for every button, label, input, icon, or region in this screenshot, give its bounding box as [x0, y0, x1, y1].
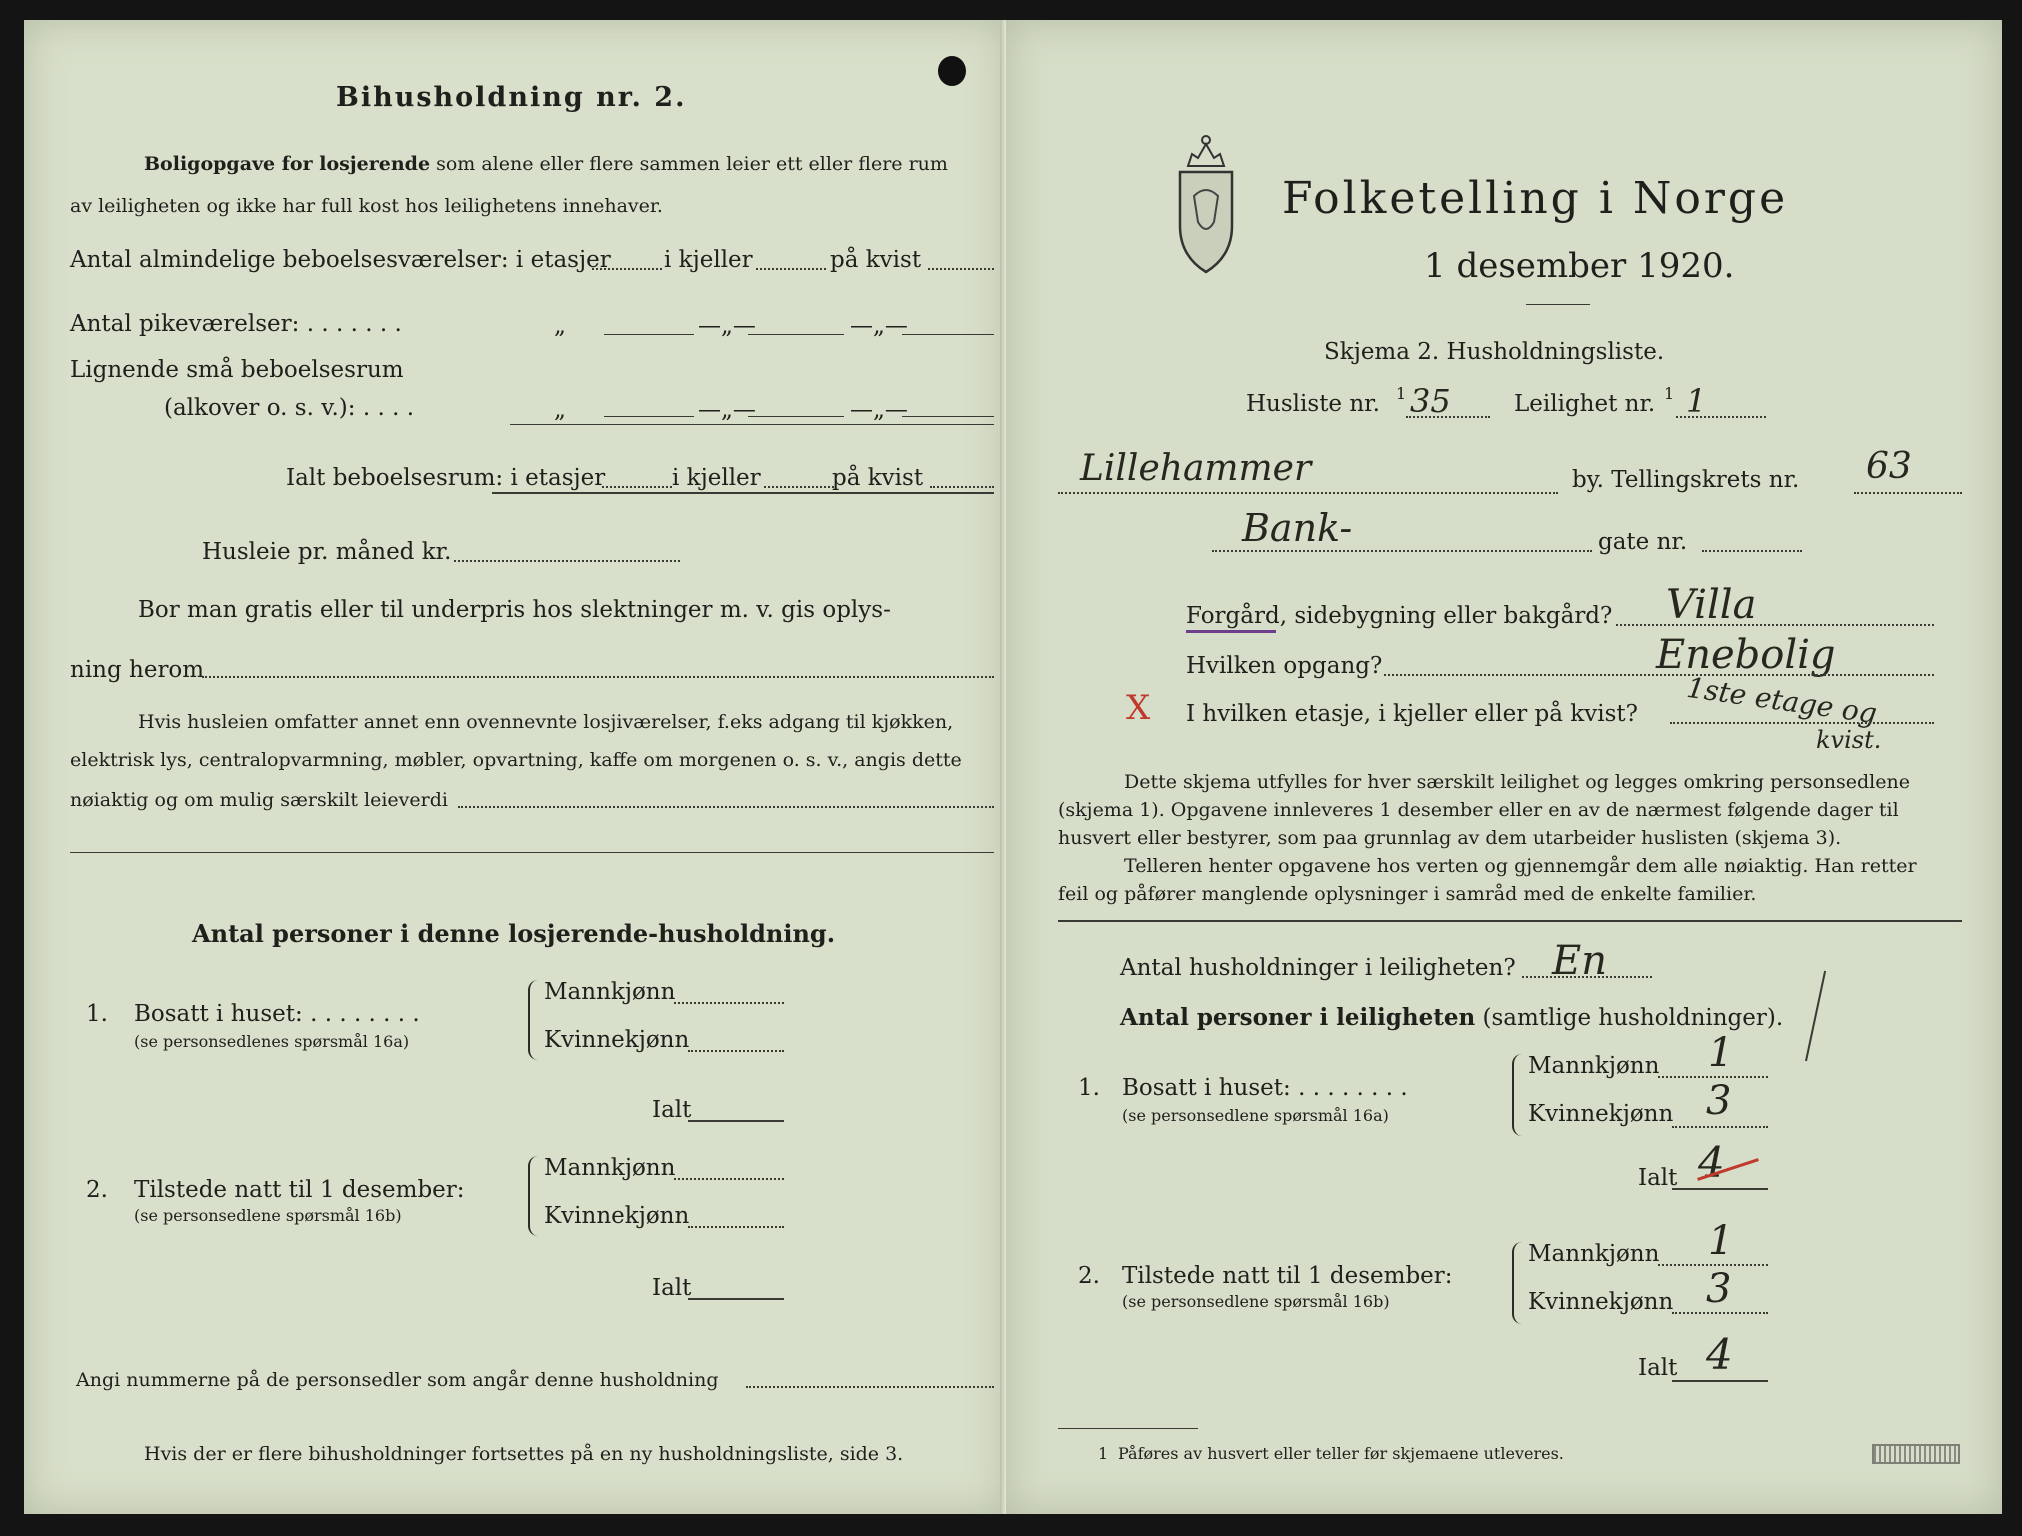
- footnote-mark: 1: [1098, 1444, 1109, 1463]
- pike-kjeller-field[interactable]: [748, 334, 844, 335]
- rooms-kjeller-field[interactable]: [756, 268, 826, 270]
- gate-number-field[interactable]: [1702, 550, 1802, 552]
- pike-label: Antal pikeværelser: . . . . . . .: [70, 311, 402, 337]
- instruction-line-3: husvert eller bestyrer, som paa grunnlag av dem utarbeider huslisten (skjema 3).: [1058, 827, 1842, 849]
- pencil-check-mark: [1805, 971, 1826, 1061]
- q1-female-label: Kvinnekjønn: [544, 1027, 690, 1053]
- r-q1-total-field: [1672, 1188, 1768, 1190]
- total-kvist-label: på kvist: [832, 465, 924, 491]
- census-date: 1 desember 1920.: [1424, 246, 1735, 286]
- q2-sub: (se personsedlene spørsmål 16b): [134, 1206, 402, 1225]
- q2-total-field[interactable]: [688, 1298, 784, 1300]
- r-q2-label: Tilstede natt til 1 desember:: [1122, 1263, 1453, 1289]
- rent-note-field[interactable]: [458, 806, 994, 808]
- q2-total-label: Ialt: [652, 1275, 692, 1301]
- free-label-1: Bor man gratis eller til underpris hos slektninger m. v. gis oplys-: [138, 597, 891, 623]
- title-rule: [1526, 304, 1590, 305]
- leilighet-label: Leilighet nr.: [1514, 391, 1656, 417]
- rooms-kvist-field[interactable]: [928, 268, 994, 270]
- small-ditto-2: —„—: [698, 397, 756, 423]
- free-field[interactable]: [202, 676, 994, 678]
- schema-label: Skjema 2. Husholdningsliste.: [1324, 339, 1665, 365]
- q1-total-field[interactable]: [688, 1120, 784, 1122]
- krets-field: [1854, 492, 1962, 494]
- rooms-etasje-field[interactable]: [592, 268, 662, 270]
- gate-label: gate nr.: [1598, 529, 1688, 555]
- small-ditto-3: —„—: [850, 397, 908, 423]
- q2-number: 2.: [86, 1177, 108, 1203]
- rent-note-3: nøiaktig og om mulig særskilt leieverdi: [70, 789, 448, 811]
- angi-label: Angi nummerne på de personsedler som angår denne husholdning: [76, 1369, 719, 1391]
- footnote-rule: [1058, 1428, 1198, 1429]
- city-value[interactable]: Lillehammer: [1080, 448, 1312, 489]
- pike-ditto-3: —„—: [850, 313, 908, 339]
- total-etasje-field[interactable]: [602, 486, 672, 488]
- punch-hole: [938, 56, 966, 86]
- rent-note-field-2[interactable]: [70, 852, 994, 853]
- forgaard-label: Forgård, sidebygning eller bakgård?: [1186, 603, 1613, 629]
- q1-brace: [528, 980, 540, 1060]
- street-value[interactable]: Bank-: [1242, 506, 1353, 550]
- left-title: Bihusholdning nr. 2.: [336, 82, 687, 113]
- city-field: [1058, 492, 1558, 494]
- husliste-value[interactable]: 35: [1410, 382, 1451, 420]
- q2-male-field[interactable]: [674, 1178, 784, 1180]
- r-q1-female-label: Kvinnekjønn: [1528, 1101, 1674, 1127]
- intro-line-1: [144, 152, 948, 176]
- forgaard-underline: [1186, 630, 1276, 633]
- intro-rest: som alene eller flere sammen leier ett eller flere rum: [436, 153, 948, 175]
- small-etasje-field[interactable]: [604, 416, 694, 417]
- etasje-value-1[interactable]: 1ste etage og: [1684, 670, 1879, 731]
- households-label: Antal husholdninger i leiligheten?: [1120, 955, 1516, 981]
- persons-heading-rest: (samtlige husholdninger).: [1482, 1005, 1784, 1031]
- r-q2-total-label: Ialt: [1638, 1355, 1678, 1381]
- persons-heading-bold: Antal personer i leiligheten: [1120, 1004, 1476, 1031]
- instruction-line-5: feil og påfører manglende oplysninger i samråd med de enkelte familier.: [1058, 883, 1757, 905]
- right-title: Folketelling i Norge: [1282, 173, 1789, 224]
- by-krets-label: by. Tellingskrets nr.: [1572, 467, 1800, 493]
- r-q2-brace: [1512, 1242, 1524, 1324]
- small-kvist-field[interactable]: [902, 416, 994, 417]
- r-q1-total-label: Ialt: [1638, 1165, 1678, 1191]
- q1-male-field[interactable]: [674, 1002, 784, 1004]
- small-kjeller-field[interactable]: [748, 416, 844, 417]
- r-q1-sub: (se personsedlene spørsmål 16a): [1122, 1106, 1389, 1125]
- etasje-field: [1670, 722, 1934, 724]
- total-rooms-rule: [492, 492, 994, 494]
- q2-label: Tilstede natt til 1 desember:: [134, 1177, 465, 1203]
- q1-total-label: Ialt: [652, 1097, 692, 1123]
- pike-kvist-field[interactable]: [902, 334, 994, 335]
- instruction-rule: [1058, 920, 1962, 922]
- q1-number: 1.: [86, 1001, 108, 1027]
- leilighet-value[interactable]: 1: [1686, 382, 1707, 420]
- opgang-value[interactable]: Enebolig: [1656, 632, 1836, 678]
- q1-sub: (se personsedlenes spørsmål 16a): [134, 1032, 410, 1051]
- total-kvist-field[interactable]: [930, 486, 994, 488]
- q1-male-label: Mannkjønn: [544, 979, 676, 1005]
- opgang-field: [1384, 674, 1934, 676]
- rent-note-2: elektrisk lys, centralopvarmning, møbler, opvartning, kaffe om morgenen o. s. v., angis dette: [70, 749, 962, 771]
- r-q1-brace: [1512, 1054, 1524, 1136]
- intro-line-2: av leiligheten og ikke har full kost hos leilighetens innehaver.: [70, 195, 663, 217]
- total-kjeller-label: i kjeller: [672, 465, 761, 491]
- r-q2-sub: (se personsedlene spørsmål 16b): [1122, 1292, 1390, 1311]
- r-q2-total-field: [1672, 1380, 1768, 1382]
- opgang-label: Hvilken opgang?: [1186, 653, 1383, 679]
- coat-of-arms-icon: [1174, 126, 1238, 276]
- krets-value[interactable]: 63: [1866, 446, 1912, 487]
- footnote-text: Påføres av husvert eller teller før skjemaene utleveres.: [1118, 1444, 1564, 1463]
- households-field: [1522, 976, 1652, 978]
- r-q1-female-field: [1672, 1126, 1768, 1128]
- leilighet-field: [1676, 416, 1766, 418]
- households-value[interactable]: En: [1552, 938, 1607, 984]
- right-page: [1006, 20, 2002, 1514]
- rent-note-1: Hvis husleien omfatter annet enn ovennevnte losjiværelser, f.eks adgang til kjøkken,: [138, 711, 954, 733]
- husliste-footnote-mark: 1: [1396, 384, 1407, 403]
- q2-female-label: Kvinnekjønn: [544, 1203, 690, 1229]
- q1-female-field[interactable]: [688, 1050, 784, 1052]
- rooms-label: Antal almindelige beboelsesværelser: i etasjer: [70, 247, 611, 273]
- intro-bold: Boligopgave for losjerende: [144, 153, 431, 175]
- rooms-kvist-label: på kvist: [830, 247, 922, 273]
- husliste-field: [1406, 416, 1490, 418]
- r-q2-female-label: Kvinnekjønn: [1528, 1289, 1674, 1315]
- free-label-2: ning herom: [70, 657, 205, 683]
- r-q1-number: 1.: [1078, 1075, 1100, 1101]
- instruction-line-2: (skjema 1). Opgavene innleveres 1 desember eller en av de nærmest følgende dager til: [1058, 799, 1899, 821]
- q2-male-label: Mannkjønn: [544, 1155, 676, 1181]
- r-q1-female-value[interactable]: 3: [1706, 1078, 1732, 1124]
- small-rooms-label-2: (alkover o. s. v.): . . . .: [164, 395, 415, 421]
- instruction-line-4: Telleren henter opgavene hos verten og gjennemgår dem alle nøiaktig. Han retter: [1124, 855, 1917, 877]
- r-q2-female-field: [1672, 1312, 1768, 1314]
- r-q1-label: Bosatt i huset: . . . . . . . .: [1122, 1075, 1408, 1101]
- leilighet-footnote-mark: 1: [1664, 384, 1675, 403]
- small-rooms-label-1: Lignende små beboelsesrum: [70, 357, 404, 383]
- pike-ditto-2: —„—: [698, 313, 756, 339]
- r-q1-total-value[interactable]: 4: [1698, 1138, 1725, 1187]
- left-page: [24, 20, 1006, 1514]
- r-q2-number: 2.: [1078, 1263, 1100, 1289]
- total-rooms-label: Ialt beboelsesrum: i etasjer: [286, 465, 606, 491]
- pike-ditto: „: [554, 313, 566, 339]
- total-kjeller-field[interactable]: [764, 486, 834, 488]
- small-ditto: „: [554, 397, 566, 423]
- etasje-red-mark: X: [1126, 688, 1151, 728]
- r-q1-male-value[interactable]: 1: [1708, 1030, 1734, 1076]
- q1-label: Bosatt i huset: . . . . . . . .: [134, 1001, 420, 1027]
- small-rooms-rule: [510, 424, 994, 425]
- street-field: [1212, 550, 1592, 552]
- r-q2-female-value[interactable]: 3: [1706, 1266, 1732, 1312]
- r-q1-male-label: Mannkjønn: [1528, 1053, 1660, 1079]
- persons-heading: Antal personer i denne losjerende-husholdning.: [192, 919, 836, 948]
- rent-label: Husleie pr. måned kr.: [202, 539, 452, 565]
- r-q2-male-label: Mannkjønn: [1528, 1241, 1660, 1267]
- etasje-label: I hvilken etasje, i kjeller eller på kvist?: [1186, 701, 1638, 727]
- q2-female-field[interactable]: [688, 1226, 784, 1228]
- forgaard-value[interactable]: Villa: [1666, 582, 1757, 628]
- forgaard-field: [1616, 624, 1934, 626]
- r-q2-male-value[interactable]: 1: [1708, 1218, 1734, 1264]
- q2-brace: [528, 1156, 540, 1236]
- husliste-label: Husliste nr.: [1246, 391, 1380, 417]
- left-footer: Hvis der er flere bihusholdninger fortsettes på en ny husholdningsliste, side 3.: [144, 1443, 904, 1465]
- instruction-line-1: Dette skjema utfylles for hver særskilt leilighet og legges omkring personsedlene: [1124, 771, 1910, 793]
- rooms-kjeller-label: i kjeller: [664, 247, 753, 273]
- pike-etasje-field[interactable]: [604, 334, 694, 335]
- etasje-value-2[interactable]: kvist.: [1816, 726, 1882, 754]
- persons-heading-line: [1120, 1004, 1783, 1032]
- angi-field[interactable]: [746, 1386, 994, 1388]
- rent-field[interactable]: [454, 560, 680, 562]
- printer-stamp: [1872, 1444, 1960, 1464]
- r-q2-total-value[interactable]: 4: [1706, 1330, 1733, 1379]
